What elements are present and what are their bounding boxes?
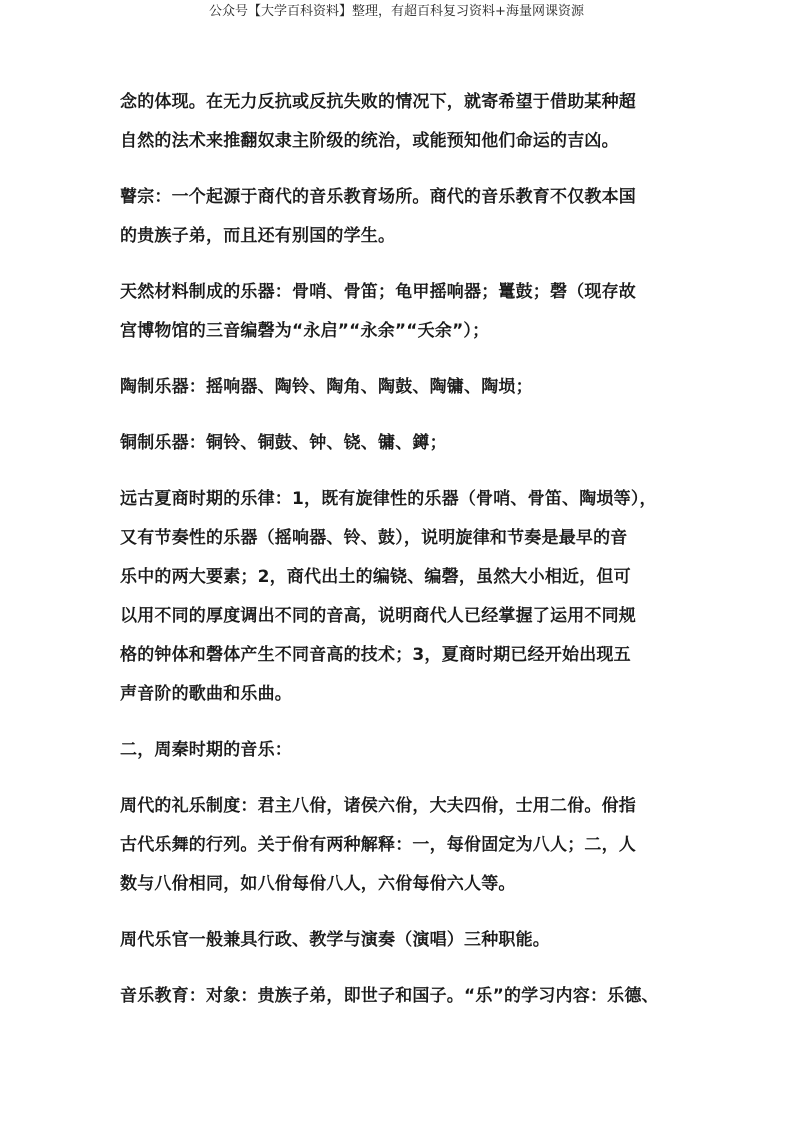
paragraph — [120, 178, 690, 256]
page-header: 公众号【大学百科资料】整理，有超百科复习资料+海量网课资源 — [209, 4, 584, 19]
text-line: 音乐教育：对象：贵族子弟，即世子和国子。“乐”的学习内容：乐德、 — [120, 986, 659, 1006]
section-heading — [120, 731, 690, 770]
paragraph — [120, 787, 690, 904]
text-line: 古代乐舞的行列。关于佾有两种解释：一，每佾固定为八人；二，人 — [120, 835, 636, 855]
paragraph — [120, 480, 690, 714]
paragraph — [120, 83, 690, 161]
paragraph — [120, 977, 690, 1016]
text-line: 宫博物馆的三音编磬为“永启”“永余”“夭余”）； — [120, 321, 490, 341]
text-line: 周代乐官一般兼具行政、教学与演奏（演唱）三种职能。 — [120, 930, 550, 950]
text-line: 乐中的两大要素；2，商代出土的编铙、编磬，虽然大小相近，但可 — [120, 567, 631, 587]
text-line: 声音阶的歌曲和乐曲。 — [120, 684, 292, 704]
text-line: 二，周秦时期的音乐： — [120, 740, 292, 760]
document-body — [120, 83, 690, 1033]
text-line: 又有节奏性的乐器（摇响器、铃、鼓），说明旋律和节奏是最早的音 — [120, 528, 628, 548]
text-line: 天然材料制成的乐器：骨哨、骨笛；龟甲摇响器；鼍鼓；磬（现存故 — [120, 282, 636, 302]
text-line: 数与八佾相同，如八佾每佾八人，六佾每佾六人等。 — [120, 874, 516, 894]
text-line: 铜制乐器：铜铃、铜鼓、钟、铙、镛、鐏； — [120, 433, 447, 453]
paragraph — [120, 273, 690, 351]
text-line: 陶制乐器：摇响器、陶铃、陶角、陶鼓、陶镛、陶埙； — [120, 377, 533, 397]
text-line: 念的体现。在无力反抗或反抗失败的情况下，就寄希望于借助某种超 — [120, 92, 636, 112]
text-line: 格的钟体和磬体产生不同音高的技术；3，夏商时期已经开始出现五 — [120, 645, 631, 665]
text-line: 远古夏商时期的乐律：1，既有旋律性的乐器（骨哨、骨笛、陶埙等）， — [120, 489, 657, 509]
text-line: 以用不同的厚度调出不同的音高，说明商代人已经掌握了运用不同规 — [120, 606, 636, 626]
paragraph — [120, 921, 690, 960]
text-line: 自然的法术来推翻奴隶主阶级的统治，或能预知他们命运的吉凶。 — [120, 131, 619, 151]
text-line: 周代的礼乐制度：君主八佾，诸侯六佾，大夫四佾，士用二佾。佾指 — [120, 796, 636, 816]
paragraph — [120, 424, 690, 463]
text-line: 瞽宗：一个起源于商代的音乐教育场所。商代的音乐教育不仅教本国 — [120, 187, 636, 207]
paragraph — [120, 368, 690, 407]
text-line: 的贵族子弟，而且还有别国的学生。 — [120, 226, 396, 246]
